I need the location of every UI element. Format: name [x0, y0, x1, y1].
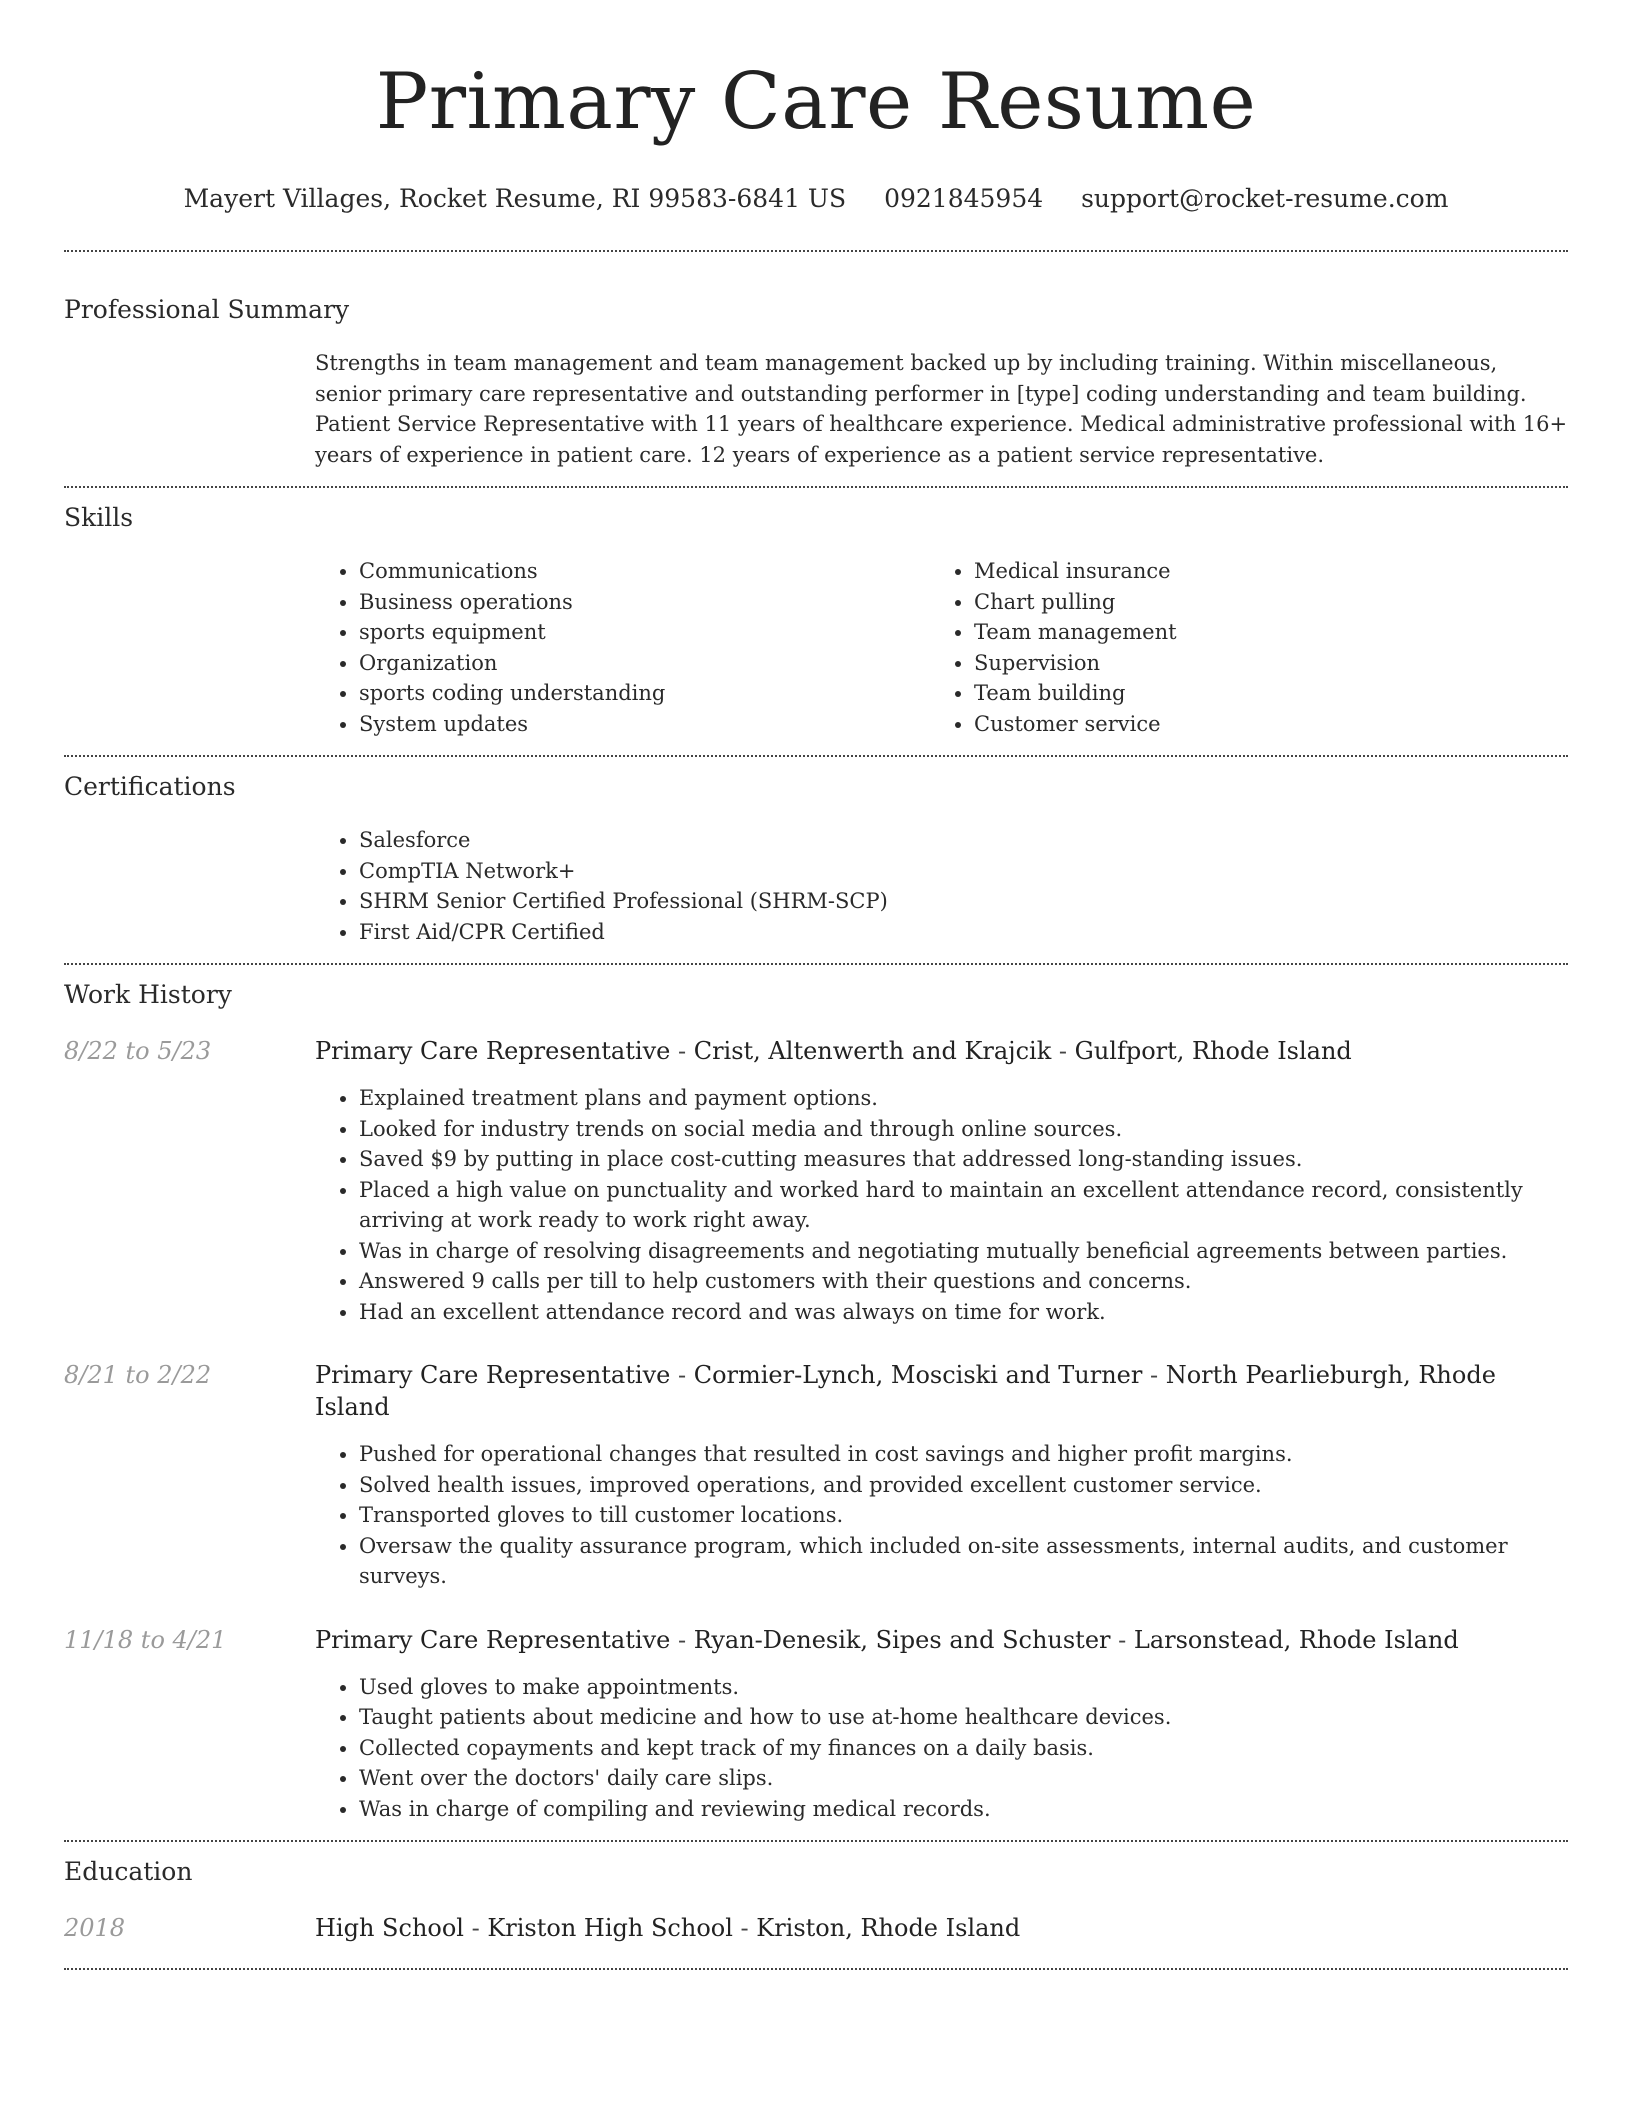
education-entry — [64, 1912, 1568, 1944]
skill-item: • Team management — [974, 617, 1568, 648]
section-divider — [64, 755, 1568, 757]
certification-item: • Salesforce — [359, 825, 1568, 856]
job-company: Ryan-Denesik, Sipes and Schuster — [693, 1625, 1111, 1654]
skill-item: • Customer service — [974, 709, 1568, 740]
education-location: Kriston, Rhode Island — [756, 1914, 1021, 1942]
job-title: Primary Care Representative — [315, 1037, 671, 1065]
separator: - — [1142, 1361, 1166, 1389]
job-company: Crist, Altenwerth and Krajcik — [693, 1037, 1052, 1065]
separator: - — [670, 1361, 694, 1389]
skill-item: • Team building — [974, 678, 1568, 709]
skill-item: • Business operations — [359, 587, 930, 618]
work-history-heading: Work History — [64, 980, 232, 1009]
job-bullet: • Was in charge of compiling and reviewing medical records. — [359, 1794, 1568, 1825]
job-bullet: • Was in charge of resolving disagreements and negotiating mutually beneficial agreements between parties. — [359, 1236, 1568, 1267]
job-bullet: • Saved $9 by putting in place cost-cutting measures that addressed long-standing issues. — [359, 1144, 1568, 1175]
job-bullet: • Looked for industry trends on social media and through online sources. — [359, 1114, 1568, 1145]
contact-email: support@rocket-resume.com — [1081, 184, 1449, 213]
job-bullet: • Used gloves to make appointments. — [359, 1672, 1568, 1703]
certifications-heading: Certifications — [64, 772, 236, 801]
job-bullet: • Placed a high value on punctuality and worked hard to maintain an excellent attendance record, consistently arriving at work ready to work right away. — [359, 1175, 1568, 1236]
job-bullet: • Transported gloves to till customer locations. — [359, 1500, 1568, 1531]
education-school: Kriston High School — [487, 1914, 733, 1942]
job-bullet: • Collected copayments and kept track of my finances on a daily basis. — [359, 1733, 1568, 1764]
job-company: Cormier-Lynch, Mosciski and Turner — [693, 1361, 1143, 1389]
job-heading — [315, 1035, 1352, 1067]
section-divider — [64, 1840, 1568, 1842]
certifications-section — [64, 771, 1568, 947]
skill-item: • Medical insurance — [974, 556, 1568, 587]
job-location: North Pearlieburgh, Rhode Island — [315, 1361, 1496, 1421]
summary-section — [64, 294, 1568, 470]
skills-column-right — [930, 556, 1568, 739]
job-bullet: • Oversaw the quality assurance program, which included on-site assessments, internal audits, and customer surveys. — [359, 1531, 1568, 1592]
summary-heading: Professional Summary — [64, 295, 350, 324]
skills-heading: Skills — [64, 503, 134, 532]
separator: - — [670, 1037, 694, 1065]
skill-item: • Organization — [359, 648, 930, 679]
job-entry — [64, 1624, 1568, 1825]
skill-item: • Chart pulling — [974, 587, 1568, 618]
skill-item: • System updates — [359, 709, 930, 740]
separator: - — [732, 1914, 757, 1942]
job-bullet: • Taught patients about medicine and how to use at-home healthcare devices. — [359, 1702, 1568, 1733]
separator: - — [463, 1914, 488, 1942]
skill-item: • sports equipment — [359, 617, 930, 648]
job-dates: 8/22 to 5/23 — [64, 1037, 212, 1065]
certification-item: • First Aid/CPR Certified — [359, 917, 1568, 948]
contact-line — [64, 182, 1568, 216]
section-divider — [64, 1968, 1568, 1970]
skills-column-left — [315, 556, 930, 739]
job-heading — [315, 1624, 1459, 1656]
job-location: Gulfport, Rhode Island — [1074, 1037, 1352, 1065]
job-entry — [64, 1359, 1568, 1592]
section-divider — [64, 963, 1568, 965]
education-year: 2018 — [64, 1914, 126, 1942]
certification-item: • SHRM Senior Certified Professional (SHRM-SCP) — [359, 886, 1568, 917]
certification-item: • CompTIA Network+ — [359, 856, 1568, 887]
separator: - — [670, 1625, 694, 1654]
job-bullet: • Pushed for operational changes that resulted in cost savings and higher profit margins. — [359, 1439, 1568, 1470]
section-divider — [64, 486, 1568, 488]
job-location: Larsonstead, Rhode Island — [1133, 1625, 1459, 1654]
work-history-section — [64, 979, 1568, 1824]
job-title: Primary Care Representative — [315, 1625, 671, 1654]
skills-section — [64, 502, 1568, 739]
skill-item: • Communications — [359, 556, 930, 587]
education-degree: High School — [315, 1914, 464, 1942]
job-title: Primary Care Representative — [315, 1361, 671, 1389]
job-bullet: • Went over the doctors' daily care slips. — [359, 1763, 1568, 1794]
job-bullets — [315, 1083, 1568, 1327]
separator: - — [1051, 1037, 1075, 1065]
job-bullet: • Explained treatment plans and payment options. — [359, 1083, 1568, 1114]
education-heading: Education — [64, 1857, 193, 1886]
education-heading-line — [315, 1912, 1020, 1944]
skill-item: • sports coding understanding — [359, 678, 930, 709]
summary-text: Strengths in team management and team management backed up by including training. Within miscellaneous, senior primary care representative and outstanding performer in [type] coding understanding and team building. Patient Service Representative with 11 years of healthcare experience. Medical administrative professional with 16+ years of experience in patient care. 12 years of experience as a patient service representative. — [315, 351, 1568, 467]
resume-title: Primary Care Resume — [375, 57, 1257, 147]
skill-item: • Supervision — [974, 648, 1568, 679]
job-bullet: • Solved health issues, improved operations, and provided excellent customer service. — [359, 1470, 1568, 1501]
job-entry — [64, 1035, 1568, 1327]
contact-address: Mayert Villages, Rocket Resume, RI 99583-6841 US — [183, 184, 847, 213]
education-section — [64, 1856, 1568, 1944]
skills-list — [315, 556, 1568, 739]
section-divider — [64, 250, 1568, 252]
job-bullet: • Had an excellent attendance record and was always on time for work. — [359, 1297, 1568, 1328]
job-dates: 11/18 to 4/21 — [64, 1625, 227, 1654]
job-bullet: • Answered 9 calls per till to help customers with their questions and concerns. — [359, 1266, 1568, 1297]
contact-phone: 0921845954 — [884, 184, 1044, 213]
separator: - — [1110, 1625, 1134, 1654]
job-heading — [315, 1359, 1568, 1423]
job-bullets — [315, 1672, 1568, 1825]
certifications-list — [315, 825, 1568, 947]
job-dates: 8/21 to 2/22 — [64, 1361, 212, 1389]
job-bullets — [315, 1439, 1568, 1592]
